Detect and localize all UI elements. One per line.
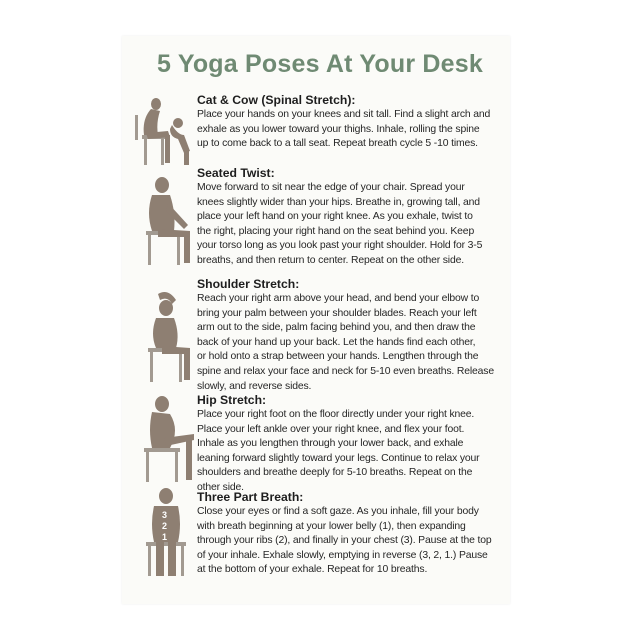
pose-line: arm out to the side, palm facing behind you, and then draw the bbox=[197, 322, 476, 334]
pose-line: Place your right foot on the floor directly under your right knee. bbox=[197, 409, 475, 420]
pose-heading: Cat & Cow (Spinal Stretch): bbox=[197, 93, 356, 107]
pose-line: up to come back to a tall seat. Repeat breath cycle 5 -10 times. bbox=[197, 138, 478, 150]
pose-shoulder-stretch bbox=[197, 277, 497, 394]
breath-marker-1: 1 bbox=[162, 532, 168, 542]
pose-line: Place your left ankle over your right knee, and flex your foot. bbox=[197, 423, 465, 435]
pose-three-part-breath bbox=[197, 490, 497, 578]
three-part-breath-figure bbox=[140, 486, 198, 578]
pose-heading: Seated Twist: bbox=[197, 166, 275, 180]
hip-stretch-figure bbox=[140, 392, 200, 484]
seated-twist-figure bbox=[140, 173, 200, 267]
pose-line: of your inhale. Exhale slowly, emptying in reverse (3, 2, 1.) Pause bbox=[197, 549, 488, 561]
cat-cow-figure bbox=[132, 95, 198, 167]
pose-line: Inhale as you lengthen through your lower back, and exhale bbox=[197, 438, 464, 450]
page-title: 5 Yoga Poses At Your Desk bbox=[157, 50, 483, 78]
pose-line: the right, placing your right hand on the seat behind you. Keep bbox=[197, 225, 475, 237]
pose-line: place your left hand on your right knee. As you exhale, twist to bbox=[197, 211, 473, 223]
pose-line: bring your palm between your shoulder blades. Reach your left bbox=[197, 307, 477, 319]
pose-seated-twist bbox=[197, 166, 497, 269]
pose-line: spine and relax your face and neck for 5-10 even breaths. Release bbox=[197, 365, 494, 377]
breath-marker-3: 3 bbox=[162, 510, 168, 520]
pose-line: leaning forward slightly toward your legs. Continue to relax your bbox=[197, 452, 480, 464]
pose-hip-stretch bbox=[197, 393, 497, 496]
pose-line: shoulders and breathe deeply for 5-10 breaths. Repeat on the bbox=[197, 467, 473, 479]
pose-line: Move forward to sit near the edge of your chair. Spread your bbox=[197, 182, 465, 193]
pose-line: at the bottom of your exhale. Repeat for 10 breaths. bbox=[197, 564, 428, 576]
pose-heading: Three Part Breath: bbox=[197, 490, 304, 504]
pose-line: through your ribs (2), and finally in your chest (3). Pause at the top bbox=[197, 535, 492, 547]
pose-line: knees slightly wider than your hips. Breathe in, growing tall, and bbox=[197, 196, 480, 208]
pose-cat-cow bbox=[197, 93, 497, 152]
pose-heading: Shoulder Stretch: bbox=[197, 277, 300, 291]
pose-line: exhale as you lower toward your thighs. Inhale, rolling the spine bbox=[197, 123, 480, 135]
pose-line: Place your hands on your knees and sit tall. Find a slight arch and bbox=[197, 109, 491, 120]
shoulder-stretch-figure bbox=[142, 290, 200, 384]
pose-line: Close your eyes or find a soft gaze. As you inhale, fill your body bbox=[197, 506, 479, 517]
pose-line: slowly, and reverse sides. bbox=[197, 380, 312, 392]
pose-line: your torso long as you look past your right shoulder. Hold for 3-5 bbox=[197, 240, 483, 252]
breath-marker-2: 2 bbox=[162, 521, 168, 531]
pose-line: with breath beginning at your lower belly (1), then expanding bbox=[197, 520, 466, 532]
pose-line: back of your hand up your back. Let the hands find each other, bbox=[197, 336, 476, 348]
pose-line: or hold onto a strap between your hands. Lengthen through the bbox=[197, 351, 479, 363]
pose-line: other side. bbox=[197, 481, 244, 493]
pose-heading: Hip Stretch: bbox=[197, 393, 267, 407]
pose-line: breaths, and then return to center. Repeat on the other side. bbox=[197, 254, 464, 266]
pose-line: Reach your right arm above your head, and bend your elbow to bbox=[197, 293, 480, 304]
